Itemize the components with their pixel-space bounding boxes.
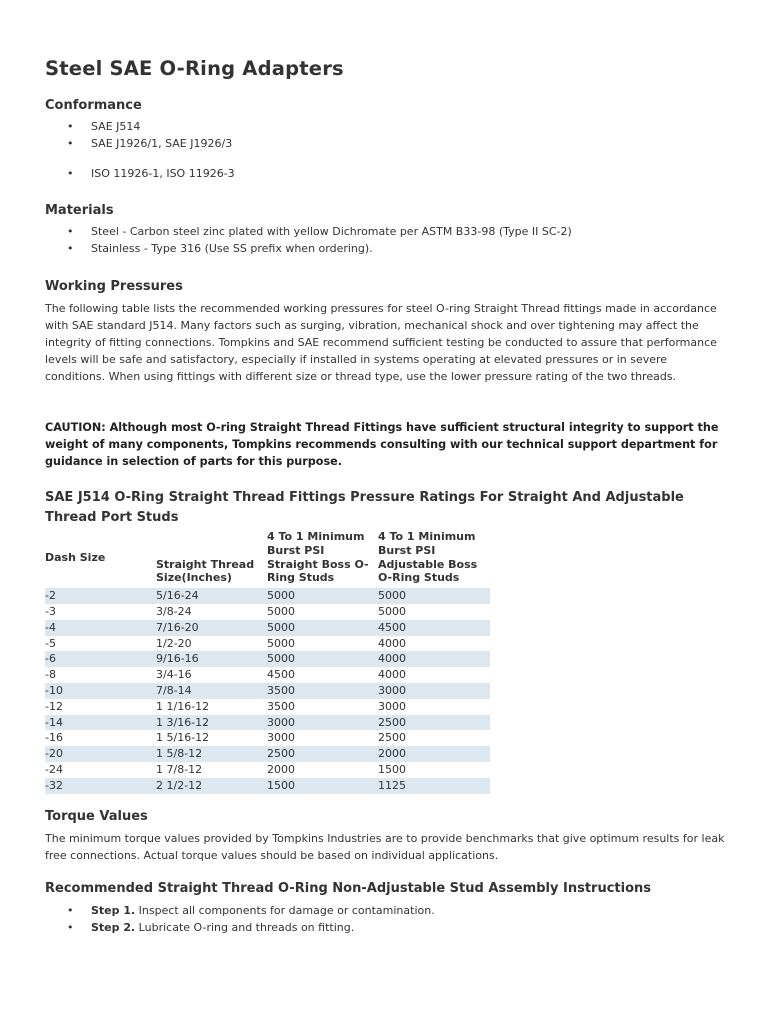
caution-paragraph bbox=[45, 420, 730, 471]
cell-thread-size: 1 1/16-12 bbox=[156, 699, 210, 713]
cell-dash-size: -6 bbox=[45, 651, 156, 667]
list-item: • SAE J514 bbox=[67, 120, 141, 133]
table-row bbox=[45, 620, 490, 636]
list-item bbox=[45, 919, 435, 936]
torque-paragraph: The minimum torque values provided by Tompkins Industries are to provide benchmarks that give optimum results for leak free connections. Actual torque values should be based on individual applications. bbox=[45, 832, 725, 862]
cell-dash-size: -2 bbox=[45, 588, 156, 604]
cell-adjustable-boss-psi: 4000 bbox=[378, 636, 406, 650]
conformance-heading: Conformance bbox=[45, 98, 142, 113]
cell-dash-size: -16 bbox=[45, 731, 63, 745]
cell-dash-size: -12 bbox=[45, 699, 63, 713]
list-item bbox=[45, 902, 435, 919]
cell-thread-size: 1/2-20 bbox=[156, 636, 192, 650]
cell-dash-size: -3 bbox=[45, 604, 56, 618]
cell-straight-boss-psi: 1500 bbox=[267, 778, 378, 794]
working-pressures-paragraph: The following table lists the recommended working pressures for steel O-ring Straight Thread fittings made in accordance with SAE standard J514. Many factors such as surging, vibration, mechanical shock and over tightening may affect the integrity of fitting connections. Tompkins and SAE recommend sufficient testing be conducted to assure that performance levels will be safe and satisfactory, especially if installed in systems operating at elevated pressures or in severe conditions. When using fittings with different size or thread type, use the lower pressure rating of the two threads. bbox=[45, 302, 717, 383]
table-row bbox=[45, 651, 490, 667]
assembly-steps-list bbox=[45, 902, 435, 936]
cell-straight-boss-psi: 3000 bbox=[267, 731, 295, 745]
table-row bbox=[45, 746, 490, 762]
table-row bbox=[45, 730, 490, 746]
cell-straight-boss-psi: 5000 bbox=[267, 604, 295, 618]
cell-thread-size: 1 7/8-12 bbox=[156, 762, 203, 776]
table-row bbox=[45, 683, 490, 699]
cell-adjustable-boss-psi: 5000 bbox=[378, 588, 490, 604]
table-row bbox=[45, 667, 490, 683]
cell-thread-size: 5/16-24 bbox=[156, 588, 267, 604]
cell-adjustable-boss-psi: 4000 bbox=[378, 668, 406, 682]
cell-thread-size: 1 5/8-12 bbox=[156, 746, 267, 762]
cell-adjustable-boss-psi: 4000 bbox=[378, 651, 490, 667]
step-label: Step 1. bbox=[91, 904, 136, 917]
table-header-row bbox=[45, 530, 490, 588]
cell-dash-size: -20 bbox=[45, 746, 156, 762]
cell-straight-boss-psi: 5000 bbox=[267, 588, 378, 604]
cell-dash-size: -4 bbox=[45, 620, 156, 636]
table-row bbox=[45, 588, 490, 604]
column-header-adjustable-boss: 4 To 1 Minimum Burst PSI Adjustable Boss O-Ring Studs bbox=[378, 530, 478, 585]
cell-straight-boss-psi: 2000 bbox=[267, 762, 295, 776]
bullet-icon: • bbox=[67, 225, 74, 238]
table-row bbox=[45, 636, 490, 652]
cell-straight-boss-psi: 2500 bbox=[267, 746, 378, 762]
bullet-icon: • bbox=[67, 904, 74, 917]
caution-text: Although most O-ring Straight Thread Fittings have sufficient structural integrity to support the weight of many components, Tompkins recommends consulting with our technical support department for guidance in selection of parts for this purpose. bbox=[45, 421, 719, 468]
cell-dash-size: -5 bbox=[45, 636, 56, 650]
materials-heading: Materials bbox=[45, 203, 114, 218]
cell-straight-boss-psi: 3500 bbox=[267, 683, 378, 699]
assembly-heading: Recommended Straight Thread O-Ring Non-Adjustable Stud Assembly Instructions bbox=[45, 881, 651, 896]
step-text: Inspect all components for damage or contamination. bbox=[135, 904, 435, 917]
cell-thread-size: 3/4-16 bbox=[156, 668, 192, 682]
bullet-icon: • bbox=[67, 120, 74, 133]
cell-adjustable-boss-psi: 3000 bbox=[378, 699, 406, 713]
page-title: Steel SAE O-Ring Adapters bbox=[45, 57, 344, 80]
cell-thread-size: 7/16-20 bbox=[156, 620, 267, 636]
cell-thread-size: 7/8-14 bbox=[156, 683, 267, 699]
cell-thread-size: 1 3/16-12 bbox=[156, 715, 267, 731]
table-row bbox=[45, 604, 490, 620]
cell-thread-size: 3/8-24 bbox=[156, 604, 192, 618]
torque-heading: Torque Values bbox=[45, 809, 148, 824]
caution-label: CAUTION: bbox=[45, 421, 106, 434]
step-label: Step 2. bbox=[91, 921, 136, 934]
column-header-straight-boss: 4 To 1 Minimum Burst PSI Straight Boss O-Ring Studs bbox=[267, 530, 369, 585]
materials-list bbox=[45, 223, 572, 257]
cell-adjustable-boss-psi: 4500 bbox=[378, 620, 490, 636]
cell-adjustable-boss-psi: 1500 bbox=[378, 762, 406, 776]
cell-adjustable-boss-psi: 2500 bbox=[378, 731, 406, 745]
cell-straight-boss-psi: 3000 bbox=[267, 715, 378, 731]
pressure-ratings-table bbox=[45, 530, 490, 794]
cell-dash-size: -24 bbox=[45, 762, 63, 776]
bullet-icon: • bbox=[67, 242, 74, 255]
working-pressures-heading: Working Pressures bbox=[45, 279, 183, 294]
step-text: Lubricate O-ring and threads on fitting. bbox=[135, 921, 355, 934]
list-item: • Stainless - Type 316 (Use SS prefix when ordering). bbox=[67, 242, 373, 255]
table-row bbox=[45, 762, 490, 778]
column-header-dash-size: Dash Size bbox=[45, 550, 106, 564]
cell-adjustable-boss-psi: 1125 bbox=[378, 778, 490, 794]
cell-adjustable-boss-psi: 3000 bbox=[378, 683, 490, 699]
cell-dash-size: -14 bbox=[45, 715, 156, 731]
bullet-icon: • bbox=[67, 137, 74, 150]
column-header-thread-size: Straight Thread Size(Inches) bbox=[156, 557, 255, 585]
conformance-list bbox=[45, 118, 235, 182]
cell-straight-boss-psi: 3500 bbox=[267, 699, 295, 713]
cell-straight-boss-psi: 5000 bbox=[267, 620, 378, 636]
table-body bbox=[45, 588, 490, 793]
table-row bbox=[45, 778, 490, 794]
table-row bbox=[45, 699, 490, 715]
cell-adjustable-boss-psi: 5000 bbox=[378, 604, 406, 618]
cell-dash-size: -10 bbox=[45, 683, 156, 699]
cell-dash-size: -32 bbox=[45, 778, 156, 794]
cell-thread-size: 2 1/2-12 bbox=[156, 778, 267, 794]
bullet-icon: • bbox=[67, 167, 74, 180]
cell-dash-size: -8 bbox=[45, 668, 56, 682]
cell-adjustable-boss-psi: 2000 bbox=[378, 746, 490, 762]
cell-adjustable-boss-psi: 2500 bbox=[378, 715, 490, 731]
cell-thread-size: 9/16-16 bbox=[156, 651, 267, 667]
bullet-icon: • bbox=[67, 921, 74, 934]
cell-straight-boss-psi: 5000 bbox=[267, 636, 295, 650]
cell-straight-boss-psi: 5000 bbox=[267, 651, 378, 667]
list-item: • Steel - Carbon steel zinc plated with yellow Dichromate per ASTM B33-98 (Type II SC-2) bbox=[67, 225, 572, 238]
list-item: • SAE J1926/1, SAE J1926/3 bbox=[67, 137, 233, 150]
list-item: • ISO 11926-1, ISO 11926-3 bbox=[67, 167, 235, 180]
cell-thread-size: 1 5/16-12 bbox=[156, 731, 210, 745]
table-row bbox=[45, 715, 490, 731]
table-heading: SAE J514 O-Ring Straight Thread Fittings Pressure Ratings For Straight And Adjustable Thread Port Studs bbox=[45, 490, 684, 525]
cell-straight-boss-psi: 4500 bbox=[267, 668, 295, 682]
